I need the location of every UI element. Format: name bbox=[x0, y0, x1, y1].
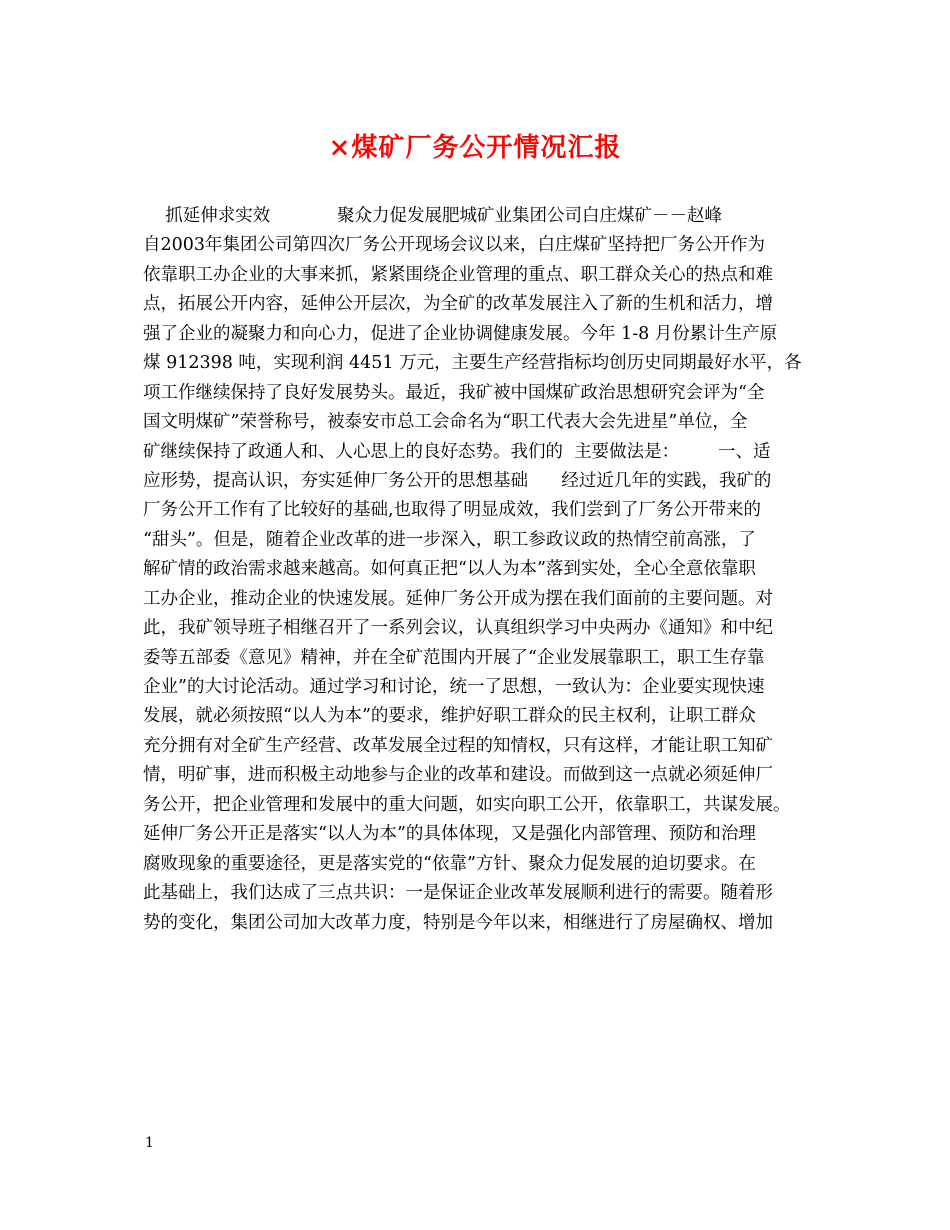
text-line: 点，拓展公开内容，延伸公开层次，为全矿的改革发展注入了新的生机和活力，增 bbox=[143, 294, 773, 315]
text-line: 此基础上，我们达成了三点共识：一是保证企业改革发展顺利进行的需要。随着形 bbox=[143, 883, 773, 904]
text-line: 依靠职工办企业的大事来抓，紧紧围绕企业管理的重点、职工群众关心的热点和难 bbox=[143, 264, 773, 285]
text-line: 自2003年集团公司第四次厂务公开现场会议以来，白庄煤矿坚持把厂务公开作为 bbox=[143, 235, 766, 256]
text-line: 工办企业，推动企业的快速发展。延伸厂务公开成为摆在我们面前的主要问题。对 bbox=[143, 588, 773, 609]
text-line: 情，明矿事，进而积极主动地参与企业的改革和建设。而做到这一点就必须延伸厂 bbox=[143, 765, 773, 786]
text-line: 强了企业的凝聚力和向心力，促进了企业协调健康发展。今年 1-8 月份累计生产原 bbox=[143, 323, 778, 344]
text-line: 企业”的大讨论活动。通过学习和讨论，统一了思想，一致认为：企业要实现快速 bbox=[143, 677, 765, 697]
text-line: 发展，就必须按照“以人为本”的要求，维护好职工群众的民主权利，让职工群众 bbox=[143, 706, 756, 727]
text-line: “甜头”。但是，随着企业改革的进一步深入，职工参政议政的热情空前高涨，了 bbox=[143, 529, 756, 550]
text-line: 厂务公开工作有了比较好的基础,也取得了明显成效，我们尝到了厂务公开带来的 bbox=[143, 500, 762, 521]
text-line: 项工作继续保持了良好发展势头。最近，我矿被中国煤矿政治思想研究会评为“全 bbox=[143, 382, 765, 403]
text-line: 腐败现象的重要途径，更是落实党的“依靠”方针、聚众力促发展的迫切要求。在 bbox=[143, 853, 756, 874]
text-line: 委等五部委《意见》精神，并在全矿范围内开展了“企业发展靠职工，职工生存靠 bbox=[143, 647, 765, 668]
text-line: 务公开，把企业管理和发展中的重大问题，如实向职工公开，依靠职工，共谋发展。 bbox=[143, 794, 791, 815]
text-line: 国文明煤矿”荣誉称号，被泰安市总工会命名为“职工代表大会先进星”单位，全 bbox=[143, 412, 748, 433]
text-line: 煤 912398 吨，实现利润 4451 万元，主要生产经营指标均创历史同期最好水平，各 bbox=[143, 353, 802, 374]
text-line: 矿继续保持了政通人和、人心思上的良好态势。我们的 主要做法是： 一、适 bbox=[143, 441, 771, 462]
text-line: 此，我矿领导班子相继召开了一系列会议，认真组织学习中央两办《通知》和中纪 bbox=[143, 618, 773, 639]
page-number: 1 bbox=[145, 1135, 154, 1151]
text-line: 抓延伸求实效 聚众力促发展肥城矿业集团公司白庄煤矿－－赵峰 bbox=[143, 206, 723, 226]
document-title: ×煤矿厂务公开情况汇报 bbox=[328, 133, 622, 163]
text-line: 充分拥有对全矿生产经营、改革发展全过程的知情权，只有这样，才能让职工知矿 bbox=[143, 735, 773, 756]
document-body bbox=[143, 202, 823, 938]
text-line: 解矿情的政治需求越来越高。如何真正把“以人为本”落到实处，全心全意依靠职 bbox=[143, 559, 756, 580]
text-line: 势的变化，集团公司加大改革力度，特别是今年以来，相继进行了房屋确权、增加 bbox=[143, 912, 773, 933]
text-line: 应形势，提高认识，夯实延伸厂务公开的思想基础 经过近几年的实践，我矿的 bbox=[143, 470, 772, 491]
text-line: 延伸厂务公开正是落实“以人为本”的具体体现，又是强化内部管理、预防和治理 bbox=[143, 824, 756, 845]
